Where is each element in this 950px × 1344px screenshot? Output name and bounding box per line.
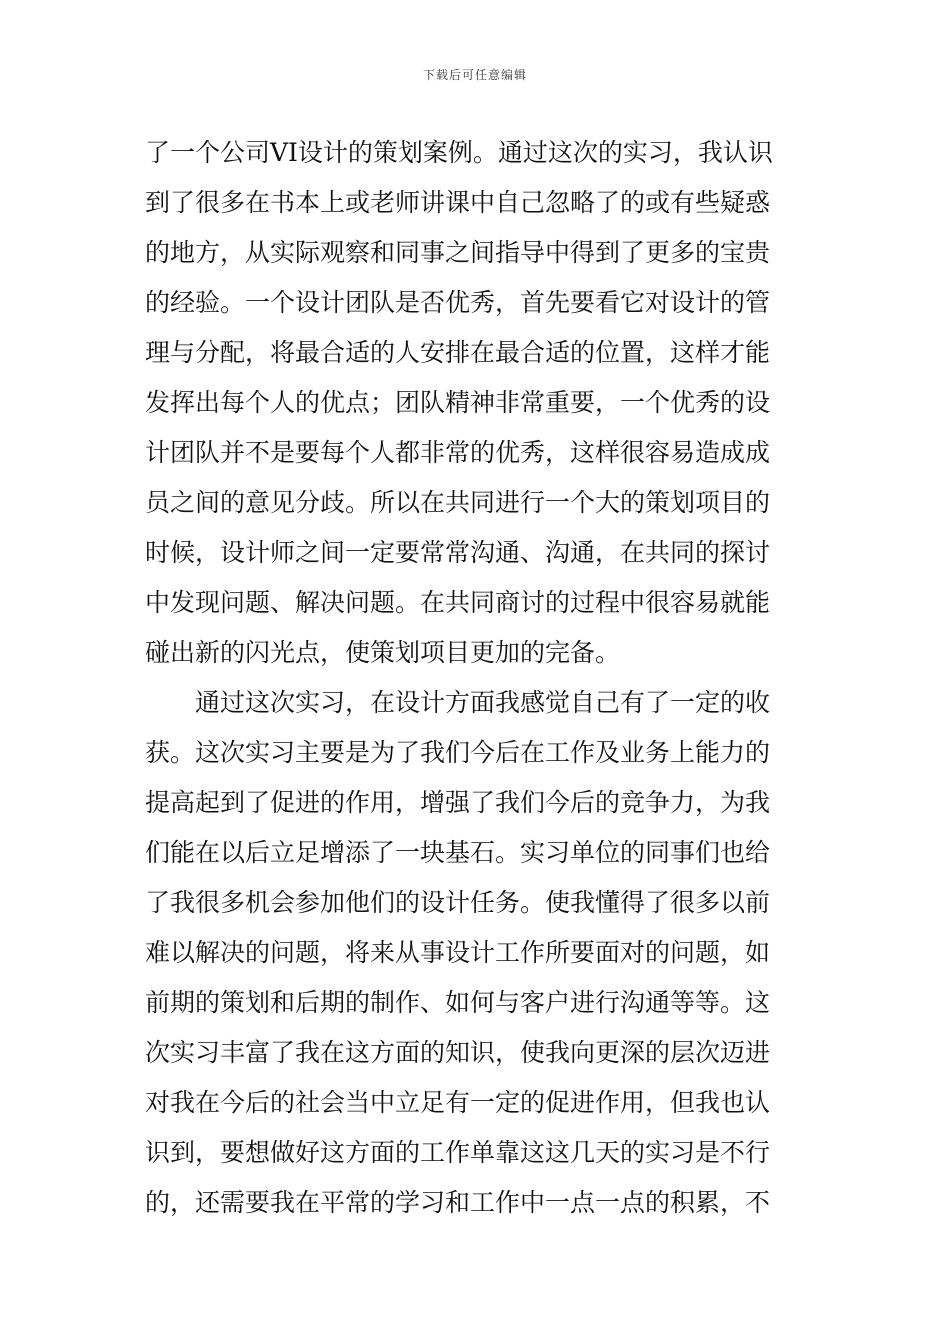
text-line: 难以解决的问题，将来从事设计工作所要面对的问题，如 bbox=[145, 938, 771, 967]
text-line: 发挥出每个人的优点；团队精神非常重要，一个优秀的设 bbox=[145, 388, 771, 417]
text-line: 们能在以后立足增添了一块基石。实习单位的同事们也给 bbox=[145, 838, 771, 867]
text-line: 识到，要想做好这方面的工作单靠这这几天的实习是不行 bbox=[145, 1138, 771, 1167]
text-line: 前期的策划和后期的制作、如何与客户进行沟通等等。这 bbox=[145, 988, 771, 1017]
text-line: 理与分配，将最合适的人安排在最合适的位置，这样才能 bbox=[145, 338, 771, 367]
text-line: 时候，设计师之间一定要常常沟通、沟通，在共同的探讨 bbox=[145, 538, 771, 567]
text-line: 了我很多机会参加他们的设计任务。使我懂得了很多以前 bbox=[145, 888, 771, 917]
text-line: 员之间的意见分歧。所以在共同进行一个大的策划项目的 bbox=[145, 488, 771, 517]
text-line: 提高起到了促进的作用，增强了我们今后的竞争力，为我 bbox=[145, 788, 771, 817]
text-line: 碰出新的闪光点，使策划项目更加的完备。 bbox=[145, 638, 621, 667]
text-line: 次实习丰富了我在这方面的知识，使我向更深的层次迈进 bbox=[145, 1038, 771, 1067]
text-line: 到了很多在书本上或老师讲课中自己忽略了的或有些疑惑 bbox=[145, 188, 771, 217]
text-line: 了一个公司VI设计的策划案例。通过这次的实习，我认识 bbox=[145, 138, 773, 167]
text-line: 通过这次实习，在设计方面我感觉自己有了一定的收 bbox=[145, 688, 771, 717]
text-line: 获。这次实习主要是为了我们今后在工作及业务上能力的 bbox=[145, 738, 771, 767]
page-header: 下载后可任意编辑 bbox=[422, 68, 527, 82]
text-line: 对我在今后的社会当中立足有一定的促进作用，但我也认 bbox=[145, 1088, 771, 1117]
text-line: 中发现问题、解决问题。在共同商讨的过程中很容易就能 bbox=[145, 588, 771, 617]
document-body bbox=[145, 128, 805, 1228]
text-line: 的地方，从实际观察和同事之间指导中得到了更多的宝贵 bbox=[145, 238, 771, 267]
text-line: 的经验。一个设计团队是否优秀，首先要看它对设计的管 bbox=[145, 288, 771, 317]
text-line: 的，还需要我在平常的学习和工作中一点一点的积累，不 bbox=[145, 1188, 771, 1217]
text-line: 计团队并不是要每个人都非常的优秀，这样很容易造成成 bbox=[145, 438, 771, 467]
